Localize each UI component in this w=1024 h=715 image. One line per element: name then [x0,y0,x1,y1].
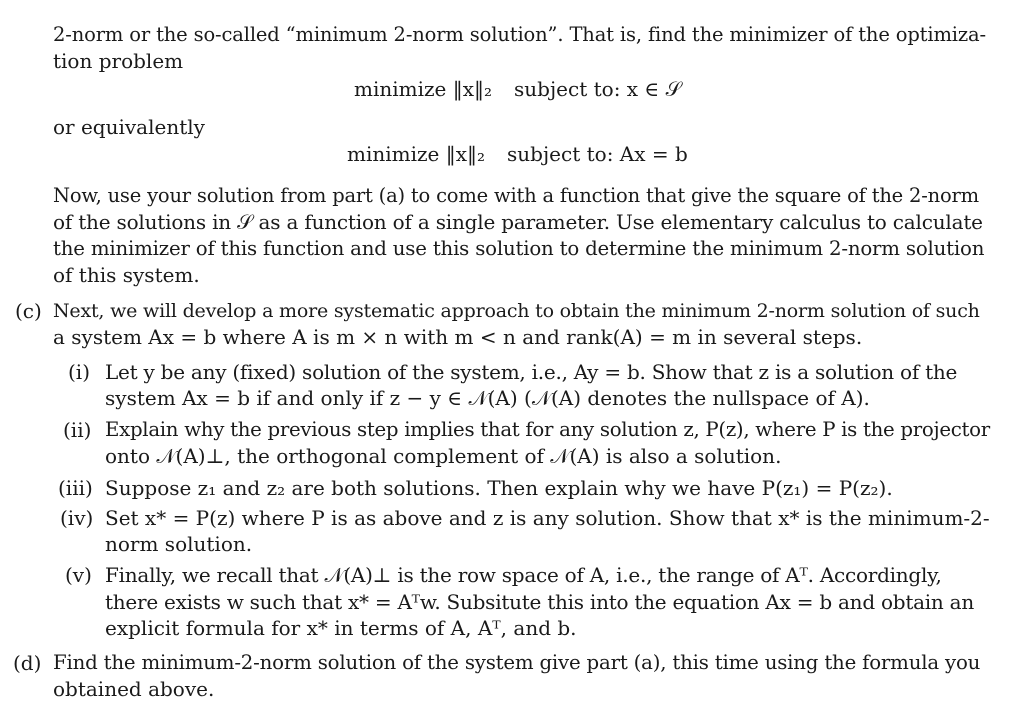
intro-line-2: tion problem [53,49,184,73]
para-line-1: Now, use your solution from part (a) to come with a function that give the square of the 2-norm [53,184,979,207]
equation-2-constraint: subject to: Ax = b [507,142,688,166]
step-ii-line-1: Explain why the previous step implies that for any solution z, P(z), where P is the projector [105,418,990,441]
para-line-3: the minimizer of this function and use this solution to determine the minimum 2-norm solution [53,237,985,260]
step-i-line-1: Let y be any (fixed) solution of the system, i.e., Ay = b. Show that z is a solution of the [105,360,958,384]
step-ii-label: (ii) [63,418,92,442]
para-line-4: of this system. [53,263,200,287]
equation-1-objective: minimize ‖x‖₂ [354,77,493,101]
equation-2 [347,141,688,167]
step-v-line-3: explicit formula for x* in terms of A, Aᵀ, and b. [105,616,577,640]
step-v-line-1: Finally, we recall that 𝒩(A)⊥ is the row space of A, i.e., the range of Aᵀ. Accordingly, [105,563,942,587]
step-iii-label: (iii) [58,476,93,500]
part-d-label: (d) [13,651,42,675]
part-c-label: (c) [15,299,42,323]
step-i-line-2: system Ax = b if and only if z − y ∈ 𝒩(A) (𝒩(A) denotes the nullspace of A). [105,386,870,410]
step-iv-label: (iv) [60,506,94,530]
step-i-label: (i) [68,360,91,384]
intro-line-1: 2-norm or the so-called “minimum 2-norm solution”. That is, find the minimizer of the optimiza- [53,23,986,46]
or-equivalently: or equivalently [53,115,205,139]
step-ii-line-2: onto 𝒩(A)⊥, the orthogonal complement of 𝒩(A) is also a solution. [105,444,782,468]
step-iv-line-2: norm solution. [105,532,253,556]
step-v-label: (v) [65,563,92,587]
part-c-line-1: Next, we will develop a more systematic approach to obtain the minimum 2-norm solution of such [53,300,980,322]
equation-1-constraint: subject to: x ∈ 𝒮 [514,77,682,101]
part-d-line-1: Find the minimum-2-norm solution of the system give part (a), this time using the formula you [53,651,981,674]
step-v-line-2: there exists w such that x* = Aᵀw. Subsitute this into the equation Ax = b and obtain an [105,590,974,614]
equation-1 [354,76,681,102]
step-iv-line-1: Set x* = P(z) where P is as above and z is any solution. Show that x* is the minimum-2- [105,506,990,530]
para-line-2: of the solutions in 𝒮 as a function of a single parameter. Use elementary calculus to calculate [53,210,983,234]
step-iii-line-1: Suppose z₁ and z₂ are both solutions. Then explain why we have P(z₁) = P(z₂). [105,476,893,500]
part-d-line-2: obtained above. [53,677,215,701]
equation-2-objective: minimize ‖x‖₂ [347,142,486,166]
part-c-line-2: a system Ax = b where A is m × n with m < n and rank(A) = m in several steps. [53,325,863,349]
